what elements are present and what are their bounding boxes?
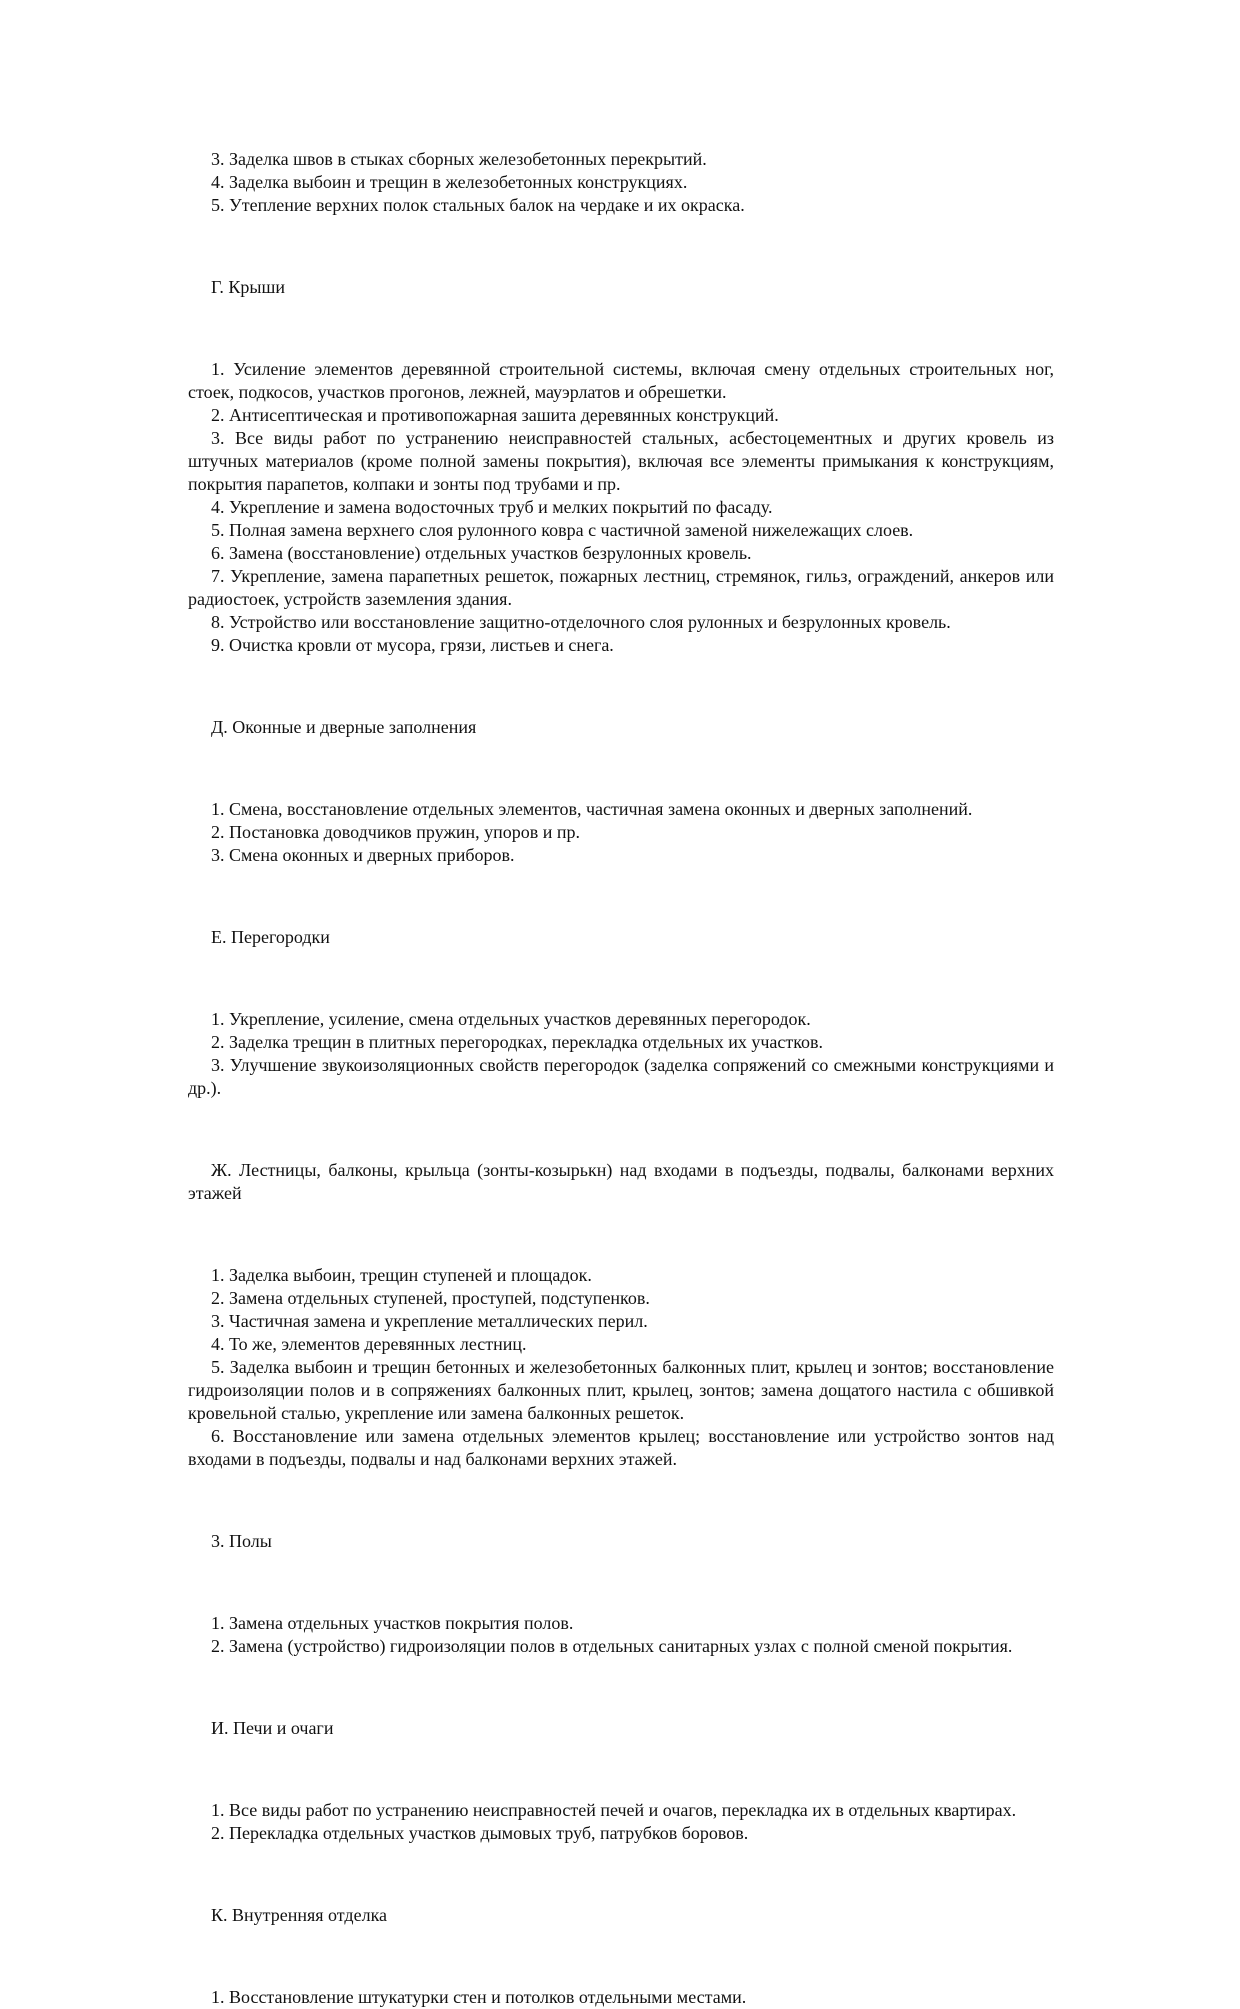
list-item: 3. Все виды работ по устранению неисправностей стальных, асбестоцементных и других кровель из штучных материалов (кроме полной замены покрытия), включая все элементы примыкания к конструкциям, покрытия парапетов, колпаки и зонты под трубами и пр. — [188, 428, 1054, 494]
section-heading: 3. Полы — [211, 1531, 272, 1551]
section-heading: Ж. Лестницы, балконы, крыльца (зонты-козырькн) над входами в подъезды, подвалы, балконами верхних этажей — [188, 1160, 1054, 1203]
list-item: 2. Замена (устройство) гидроизоляции полов в отдельных санитарных узлах с полной сменой покрытия. — [211, 1636, 1013, 1656]
list-item: 1. Замена отдельных участков покрытия полов. — [211, 1613, 574, 1633]
list-item: 3. Заделка швов в стыках сборных железобетонных перекрытий. — [211, 149, 707, 169]
blank-line — [188, 675, 1054, 698]
blank-line — [188, 1758, 1054, 1781]
list-item: 5. Полная замена верхнего слоя рулонного ковра с частичной заменой нижележащих слоев. — [211, 520, 914, 540]
list-item: 2. Заделка трещин в плитных перегородках, перекладка отдельных их участков. — [211, 1032, 824, 1052]
section-heading: Е. Перегородки — [211, 927, 330, 947]
blank-line — [188, 1571, 1054, 1594]
list-item: 1. Укрепление, усиление, смена отдельных участков деревянных перегородок. — [211, 1009, 811, 1029]
section-heading: Г. Крыши — [211, 277, 285, 297]
list-item: 2. Постановка доводчиков пружин, упоров и пр. — [211, 822, 581, 842]
list-item: 9. Очистка кровли от мусора, грязи, листьев и снега. — [211, 635, 614, 655]
list-item: 7. Укрепление, замена парапетных решеток, пожарных лестниц, стремянок, гильз, ограждений, анкеров или радиостоек, устройств заземления здания. — [188, 566, 1054, 609]
list-item: 2. Антисептическая и противопожарная зашита деревянных конструкций. — [211, 405, 779, 425]
blank-line — [188, 1676, 1054, 1699]
blank-line — [188, 317, 1054, 340]
list-item: 3. Смена оконных и дверных приборов. — [211, 845, 515, 865]
list-item: 1. Все виды работ по устранению неисправностей печей и очагов, перекладка их в отдельных квартирах. — [211, 1800, 1017, 1820]
list-item: 5. Утепление верхних полок стальных балок на чердаке и их окраска. — [211, 195, 745, 215]
list-item: 2. Перекладка отдельных участков дымовых труб, патрубков боровов. — [211, 1823, 749, 1843]
blank-line — [188, 967, 1054, 990]
list-item: 4. Укрепление и замена водосточных труб и мелких покрытий по фасаду. — [211, 497, 773, 517]
list-item: 6. Восстановление или замена отдельных элементов крылец; восстановление или устройство зонтов над входами в подъезды, подвалы и над балконами верхних этажей. — [188, 1426, 1054, 1469]
list-item: 1. Смена, восстановление отдельных элементов, частичная замена оконных и дверных заполнений. — [211, 799, 973, 819]
list-item: 5. Заделка выбоин и трещин бетонных и железобетонных балконных плит, крылец и зонтов; восстановление гидроизоляции полов и в сопряжениях балконных плит, крылец, зонтов; замена дощатого настила с обшивкой кровельной сталью, укрепление или замена балконных решеток. — [188, 1357, 1054, 1423]
section-heading: И. Печи и очаги — [211, 1718, 334, 1738]
list-item: 3. Улучшение звукоизоляционных свойств перегородок (заделка сопряжений со смежными конструкциями и др.). — [188, 1055, 1054, 1098]
blank-line — [188, 1223, 1054, 1246]
list-item: 2. Замена отдельных ступеней, проступей, подступенков. — [211, 1288, 650, 1308]
list-item: 1. Заделка выбоин, трещин ступеней и площадок. — [211, 1265, 592, 1285]
document-page — [188, 148, 1054, 2009]
section-heading: К. Внутренняя отделка — [211, 1905, 388, 1925]
blank-line — [188, 1863, 1054, 1886]
blank-line — [188, 1945, 1054, 1968]
list-item: 4. Заделка выбоин и трещин в железобетонных конструкциях. — [211, 172, 688, 192]
blank-line — [188, 1489, 1054, 1512]
list-item: 8. Устройство или восстановление защитно-отделочного слоя рулонных и безрулонных кровель. — [211, 612, 951, 632]
list-item: 1. Восстановление штукатурки стен и потолков отдельными местами. — [211, 1987, 747, 2007]
list-item: 4. То же, элементов деревянных лестниц. — [211, 1334, 527, 1354]
section-heading: Д. Оконные и дверные заполнения — [211, 717, 477, 737]
list-item: 6. Замена (восстановление) отдельных участков безрулонных кровель. — [211, 543, 752, 563]
blank-line — [188, 757, 1054, 780]
blank-line — [188, 235, 1054, 258]
blank-line — [188, 1118, 1054, 1141]
blank-line — [188, 885, 1054, 908]
list-item: 3. Частичная замена и укрепление металлических перил. — [211, 1311, 648, 1331]
list-item: 1. Усиление элементов деревянной строительной системы, включая смену отдельных строительных ног, стоек, подкосов, участков прогонов, лежней, мауэрлатов и обрешетки. — [188, 359, 1054, 402]
